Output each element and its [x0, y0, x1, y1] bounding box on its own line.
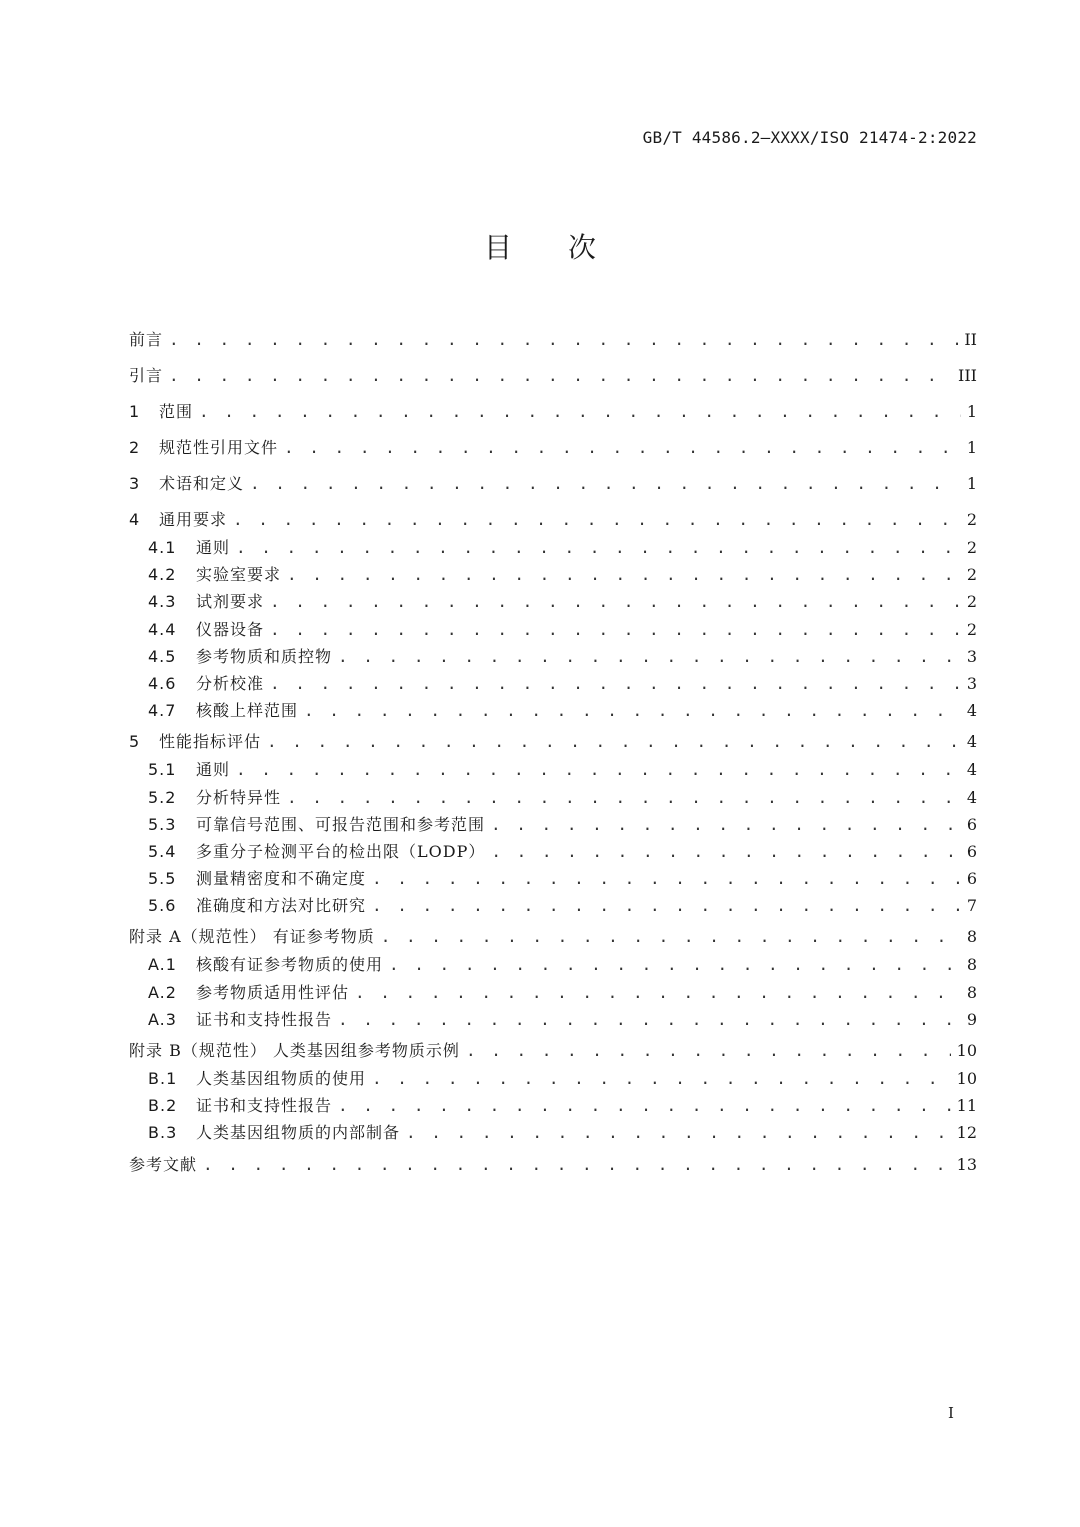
toc-entry-page: 7 [966, 896, 977, 916]
toc-entry-number: 4.7 [148, 701, 177, 721]
toc-entry-label: 性能指标评估 [159, 732, 262, 752]
toc-entry-page: 2 [966, 592, 977, 612]
toc-entry[interactable] [129, 724, 977, 760]
toc-entry-page: 11 [956, 1096, 977, 1116]
toc-entry-label: 测量精密度和不确定度 [196, 869, 367, 889]
toc-entry[interactable] [129, 1092, 977, 1119]
toc-entry-number: 4.3 [148, 592, 177, 612]
toc-entry-page: 2 [966, 565, 977, 585]
dot-leader [389, 951, 961, 978]
toc-entry-label: 范围 [159, 402, 194, 421]
toc-entry-number: 5.3 [148, 814, 177, 834]
toc-entry-label: 前言 [129, 330, 164, 349]
toc-entry-label: 通则 [196, 760, 231, 780]
dot-leader [372, 892, 961, 919]
toc-entry-number: 5.4 [148, 841, 177, 861]
toc-entry-label: 准确度和方法对比研究 [196, 896, 367, 916]
dot-leader [236, 534, 961, 561]
toc-entry-page: 3 [966, 646, 977, 666]
toc-entry-number: 4.1 [148, 538, 177, 557]
dot-leader [270, 616, 961, 643]
toc-entry-page: II [964, 330, 977, 349]
dot-leader [270, 588, 961, 615]
toc-entry[interactable] [129, 784, 977, 811]
toc-entry-page: 4 [966, 787, 977, 807]
toc-entry[interactable] [129, 892, 977, 919]
toc-entry-page: 2 [966, 510, 977, 529]
dot-leader [491, 811, 961, 838]
toc-entry-label: 参考物质和质控物 [196, 646, 333, 666]
standard-code: GB/T 44586.2—XXXX/ISO 21474-2:2022 [642, 128, 977, 147]
toc-entry[interactable] [129, 670, 977, 697]
dot-leader [199, 394, 961, 430]
toc-entry-label: 术语和定义 [159, 474, 245, 493]
toc-entry[interactable] [129, 358, 977, 394]
dot-leader [284, 430, 961, 466]
dot-leader [466, 1033, 951, 1069]
toc-entry-label: 实验室要求 [196, 565, 282, 585]
dot-leader [338, 1092, 951, 1119]
dot-leader [267, 724, 961, 760]
toc-entry[interactable] [129, 534, 977, 561]
toc-entry-number: 4 [129, 510, 141, 529]
toc-entry[interactable] [129, 616, 977, 643]
toc-entry-label: 证书和支持性报告 [196, 1096, 333, 1116]
dot-leader [372, 865, 961, 892]
toc-entry[interactable] [129, 1033, 977, 1069]
toc-entry[interactable] [129, 838, 977, 865]
toc-entry[interactable] [129, 394, 977, 430]
toc-entry[interactable] [129, 756, 977, 783]
toc-entry-number: A.3 [148, 1009, 177, 1029]
toc-entry-label: 通则 [196, 538, 231, 557]
dot-leader [355, 979, 961, 1006]
toc-entry-page: 12 [956, 1123, 977, 1143]
toc-entry[interactable] [129, 1147, 977, 1183]
toc-entry[interactable] [129, 811, 977, 838]
toc-entry-label: 人类基因组物质的内部制备 [196, 1123, 401, 1143]
toc-entry[interactable] [129, 697, 977, 724]
toc-entry-number: 5.5 [148, 869, 177, 889]
toc-entry-page: 8 [966, 982, 977, 1002]
toc-entry[interactable] [129, 502, 977, 538]
dot-leader [406, 1119, 951, 1146]
toc-entry-label: 多重分子检测平台的检出限（LODP） [196, 841, 486, 861]
toc-entry-page: 13 [956, 1154, 977, 1174]
toc-entry-page: 2 [966, 538, 977, 557]
toc-entry-label: 参考文献 [129, 1154, 198, 1174]
dot-leader [233, 502, 961, 538]
toc-entry-number: A.2 [148, 982, 177, 1002]
toc-entry-label: 核酸有证参考物质的使用 [196, 955, 384, 975]
dot-leader [381, 919, 961, 955]
dot-leader [287, 784, 961, 811]
toc-entry-page: 6 [966, 841, 977, 861]
toc-entry-page: 10 [956, 1069, 977, 1088]
dot-leader [338, 1006, 961, 1033]
toc-entry[interactable] [129, 979, 977, 1006]
toc-entry-number: 3 [129, 474, 141, 493]
toc-entry-label: 可靠信号范围、可报告范围和参考范围 [196, 814, 486, 834]
toc-entry-page: 1 [966, 402, 977, 421]
toc-entry[interactable] [129, 643, 977, 670]
toc-entry-number: A.1 [148, 955, 177, 975]
toc-entry-label: 规范性引用文件 [159, 438, 279, 457]
toc-entry-number: B.3 [148, 1123, 178, 1143]
toc-entry[interactable] [129, 865, 977, 892]
toc-entry-page: 2 [966, 619, 977, 639]
dot-leader [287, 561, 961, 588]
toc-entry-page: 8 [966, 955, 977, 975]
toc-entry[interactable] [129, 1119, 977, 1146]
toc-entry-label: 通用要求 [159, 510, 228, 529]
dot-leader [338, 643, 961, 670]
toc-entry-label: 参考物质适用性评估 [196, 982, 350, 1002]
toc-entry-label: 附录 B（规范性） 人类基因组参考物质示例 [129, 1041, 460, 1060]
toc-entry[interactable] [129, 951, 977, 978]
toc-entry-number: 2 [129, 438, 141, 457]
toc-entry-page: 6 [966, 814, 977, 834]
toc-entry-label: 引言 [129, 366, 164, 385]
toc-entry[interactable] [129, 430, 977, 466]
toc-entry-label: 分析特异性 [196, 787, 282, 807]
page-number: I [948, 1404, 954, 1422]
toc-entry-label: 核酸上样范围 [196, 701, 299, 721]
toc-entry-label: 分析校准 [196, 673, 265, 693]
dot-leader [169, 358, 952, 394]
dot-leader [250, 466, 961, 502]
toc-entry-number: B.1 [148, 1069, 178, 1088]
toc-entry-page: 1 [966, 474, 977, 493]
toc-entry[interactable] [129, 588, 977, 615]
toc-entry-number: B.2 [148, 1096, 178, 1116]
toc-entry[interactable] [129, 1006, 977, 1033]
toc-entry-number: 1 [129, 402, 141, 421]
toc-entry-number: 5.1 [148, 760, 177, 780]
dot-leader [203, 1147, 951, 1183]
toc-entry-label: 仪器设备 [196, 619, 265, 639]
toc-entry-label: 人类基因组物质的使用 [196, 1069, 367, 1088]
toc-entry-page: 4 [966, 701, 977, 721]
toc-entry-number: 4.4 [148, 619, 177, 639]
dot-leader [491, 838, 960, 865]
toc-entry[interactable] [129, 1065, 977, 1092]
toc-entry-number: 4.5 [148, 646, 177, 666]
dot-leader [270, 670, 961, 697]
dot-leader [372, 1065, 951, 1092]
toc-entry-page: 8 [966, 927, 977, 947]
toc-entry[interactable] [129, 919, 977, 955]
table-of-contents [129, 322, 977, 1183]
dot-leader [169, 322, 958, 358]
toc-entry-number: 4.6 [148, 673, 177, 693]
toc-entry-number: 4.2 [148, 565, 177, 585]
dot-leader [304, 697, 961, 724]
dot-leader [236, 756, 961, 783]
toc-entry-number: 5.6 [148, 896, 177, 916]
toc-entry-page: III [958, 366, 977, 385]
toc-entry[interactable] [129, 322, 977, 358]
toc-entry-page: 4 [966, 760, 977, 780]
toc-entry-page: 6 [966, 869, 977, 889]
page-title: 目次 [483, 231, 652, 264]
toc-entry-label: 证书和支持性报告 [196, 1009, 333, 1029]
toc-entry-page: 4 [966, 732, 977, 752]
toc-entry-page: 3 [966, 673, 977, 693]
toc-entry-number: 5 [129, 732, 141, 752]
toc-entry-page: 10 [956, 1041, 977, 1060]
toc-entry-page: 1 [966, 438, 977, 457]
toc-entry[interactable] [129, 561, 977, 588]
toc-entry-label: 试剂要求 [196, 592, 265, 612]
toc-entry-number: 5.2 [148, 787, 177, 807]
toc-entry[interactable] [129, 466, 977, 502]
toc-entry-label: 附录 A（规范性） 有证参考物质 [129, 927, 375, 947]
toc-entry-page: 9 [966, 1009, 977, 1029]
